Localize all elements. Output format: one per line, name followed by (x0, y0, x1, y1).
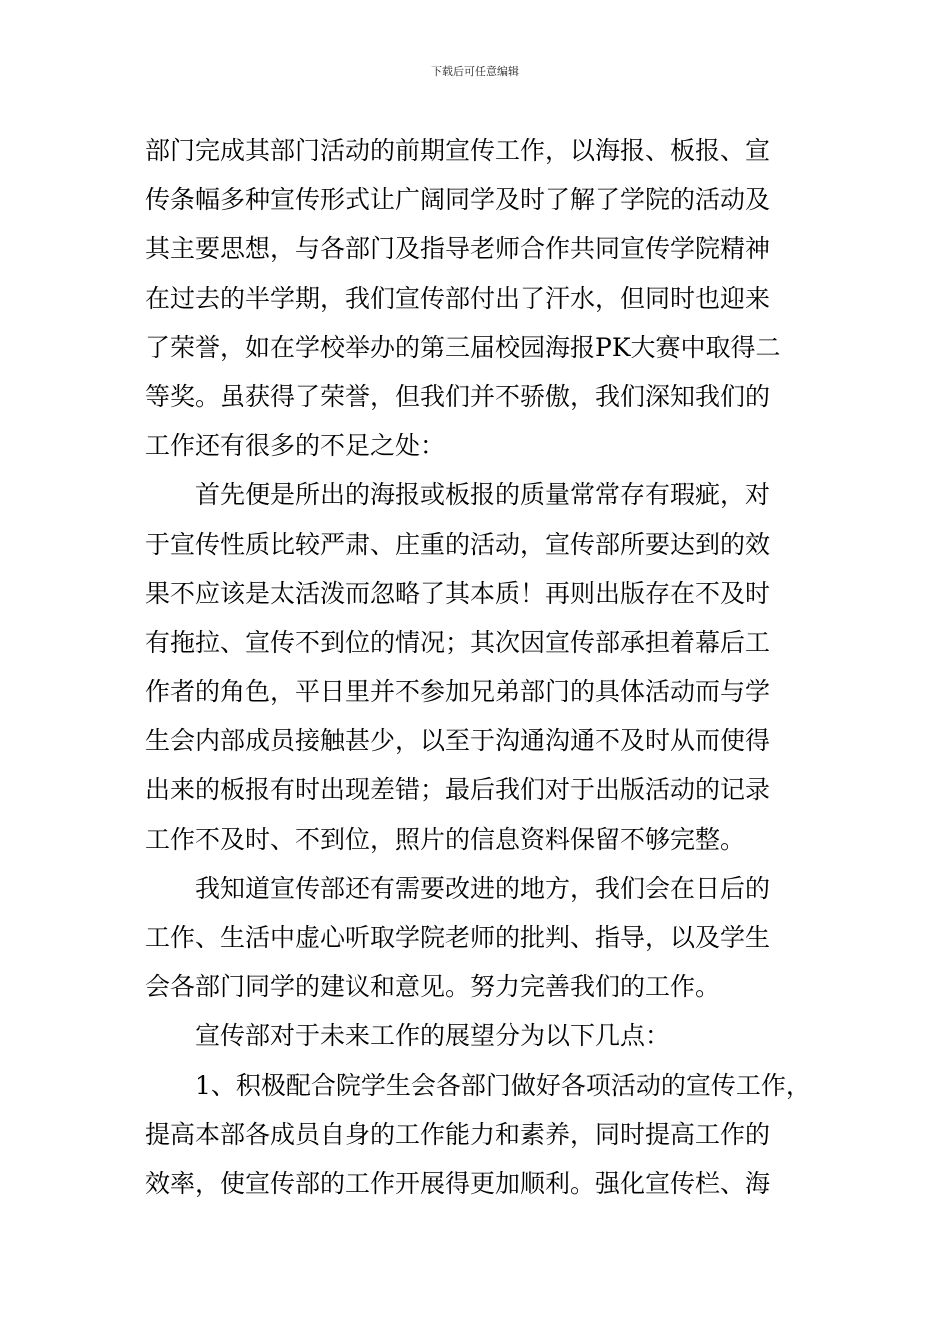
text-line: 工作不及时、不到位，照片的信息资料保留不够完整。 (145, 824, 746, 854)
paragraph-first-line: 首先便是所出的海报或板报的质量常常存有瑕疵，对 (195, 480, 771, 510)
page-header-note: 下载后可任意编辑 (431, 65, 519, 78)
text-line: 于宣传性质比较严肃、庄重的活动，宣传部所要达到的效 (145, 529, 771, 559)
text-line: 了荣誉，如在学校举办的第三届校园海报PK大赛中取得二 (145, 332, 781, 362)
text-line: 工作、生活中虚心听取学院老师的批判、指导，以及学生 (145, 923, 771, 952)
text-line: 工作还有很多的不足之处： (145, 431, 446, 461)
text-line: 出来的板报有时出现差错；最后我们对于出版活动的记录 (145, 775, 771, 805)
text-line: 部门完成其部门活动的前期宣传工作，以海报、板报、宣 (145, 136, 771, 165)
text-line: 传条幅多种宣传形式让广阔同学及时了解了学院的活动及 (145, 185, 771, 215)
paragraph-first-line: 我知道宣传部还有需要改进的地方，我们会在日后的 (195, 873, 771, 903)
text-line: 会各部门同学的建议和意见。努力完善我们的工作。 (145, 972, 721, 1002)
text-line: 果不应该是太活泼而忽略了其本质！再则出版存在不及时 (145, 578, 771, 608)
text-line: 在过去的半学期，我们宣传部付出了汗水，但同时也迎来 (145, 283, 771, 313)
text-line: 等奖。虽获得了荣誉，但我们并不骄傲，我们深知我们的 (145, 381, 771, 411)
text-line: 作者的角色，平日里并不参加兄弟部门的具体活动而与学 (145, 677, 771, 707)
text-line: 生会内部成员接触甚少，以至于沟通沟通不及时从而使得 (145, 726, 771, 756)
text-line: 有拖拉、宣传不到位的情况；其次因宣传部承担着幕后工 (145, 627, 771, 657)
text-line: 其主要思想，与各部门及指导老师合作共同宣传学院精神 (145, 234, 771, 264)
paragraph-first-line: 宣传部对于未来工作的展望分为以下几点： (195, 1021, 671, 1051)
text-line: 提高本部各成员自身的工作能力和素养，同时提高工作的 (145, 1119, 771, 1149)
document-body (145, 126, 810, 1208)
text-line: 效率，使宣传部的工作开展得更加顺利。强化宣传栏、海 (145, 1168, 771, 1198)
paragraph-first-line: 1、积极配合院学生会各部门做好各项活动的宣传工作， (195, 1070, 811, 1100)
